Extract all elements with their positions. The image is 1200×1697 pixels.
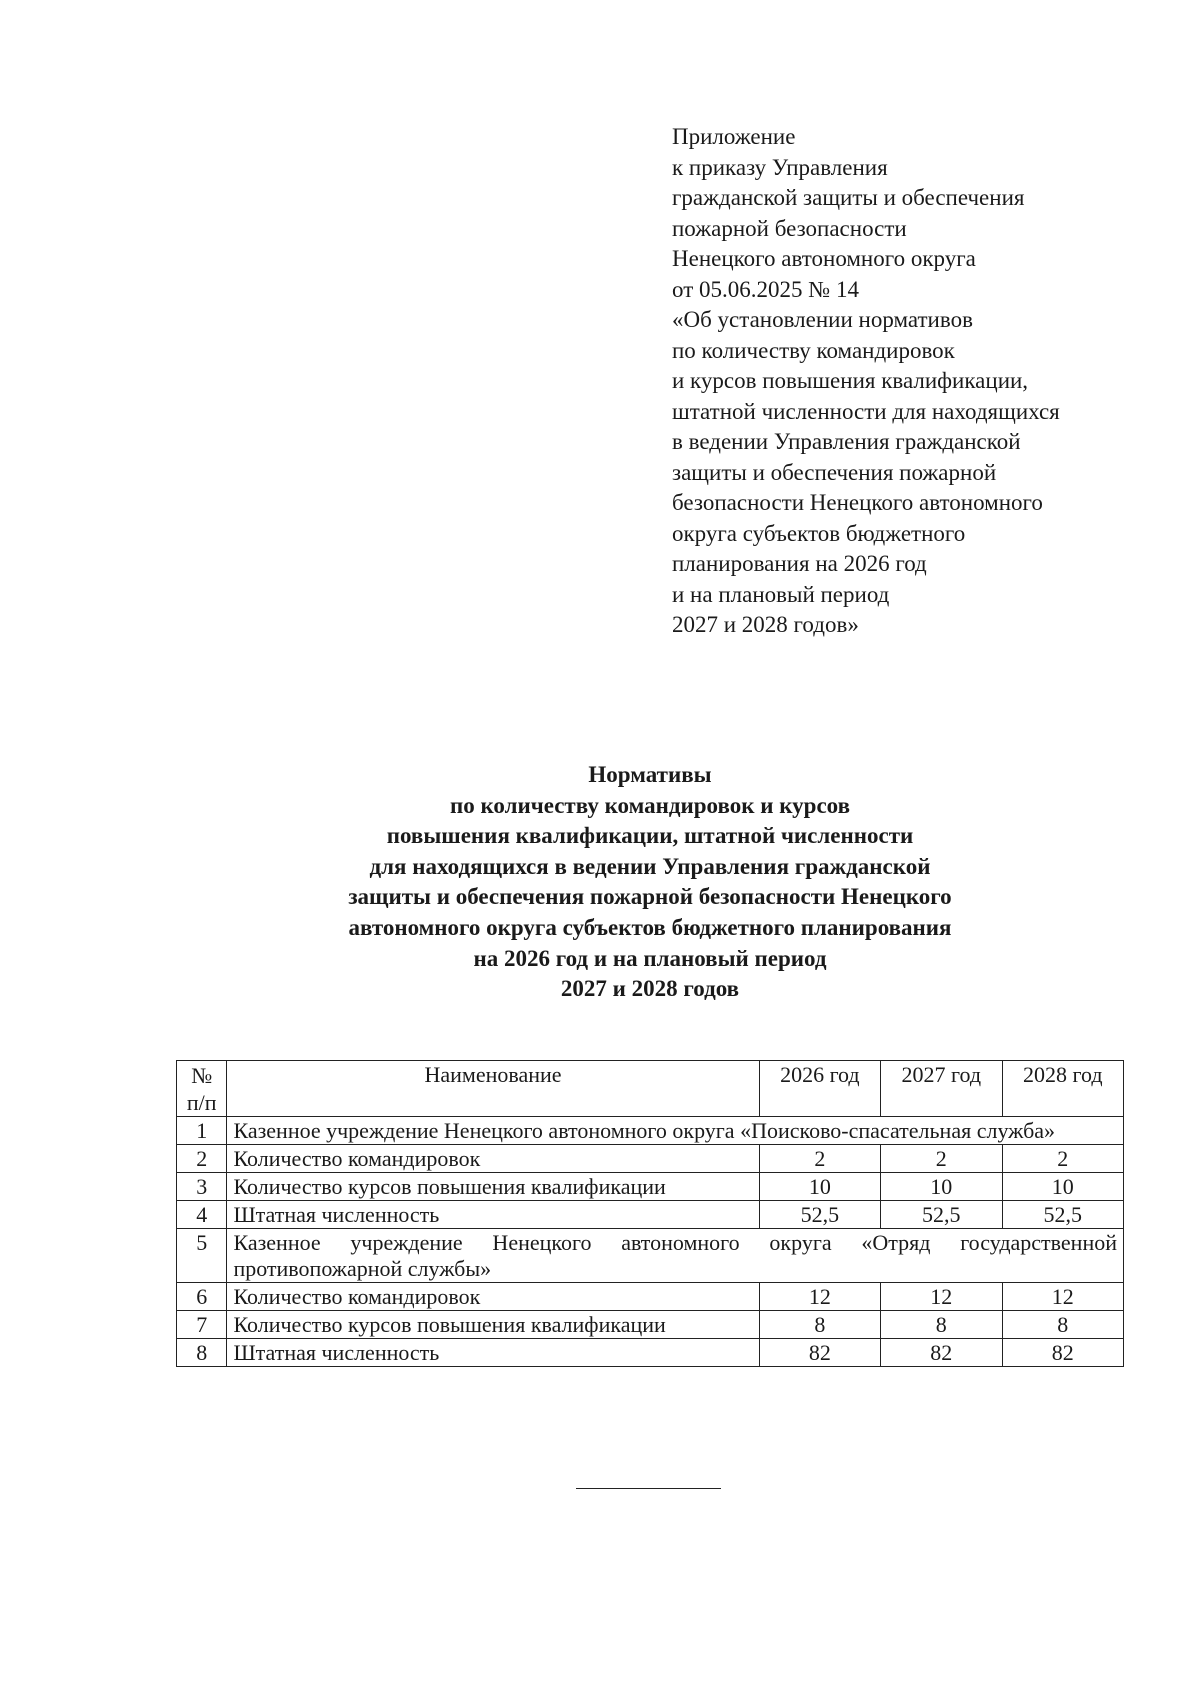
appendix-line: штатной численности для находящихся	[672, 398, 1060, 424]
institution-name: Казенное учреждение Ненецкого автономного округа «Отряд государственной противопожарной службы»	[227, 1229, 1124, 1283]
row-number: 4	[177, 1201, 227, 1229]
appendix-line: гражданской защиты и обеспечения	[672, 185, 1025, 210]
value-2028: 10	[1002, 1173, 1123, 1201]
table-row	[177, 1283, 1124, 1311]
header-number-line1: №	[191, 1063, 213, 1088]
row-name: Количество курсов повышения квалификации	[227, 1173, 759, 1201]
row-name: Количество командировок	[227, 1145, 759, 1173]
value-2026: 8	[759, 1311, 880, 1339]
value-2027: 52,5	[881, 1201, 1002, 1229]
appendix-line: «Об установлении нормативов	[672, 307, 973, 332]
header-name: Наименование	[227, 1061, 759, 1117]
appendix-line: Ненецкого автономного округа	[672, 246, 976, 271]
row-name: Количество командировок	[227, 1283, 759, 1311]
header-2026: 2026 год	[759, 1061, 880, 1117]
header-number-line2: п/п	[186, 1090, 217, 1115]
row-name: Штатная численность	[227, 1201, 759, 1229]
table-row	[177, 1117, 1124, 1145]
value-2028: 12	[1002, 1283, 1123, 1311]
value-2026: 2	[759, 1145, 880, 1173]
title-line: на 2026 год и на плановый период	[473, 945, 827, 971]
appendix-line: и курсов повышения квалификации,	[672, 368, 1029, 393]
appendix-line: планирования на 2026 год	[672, 551, 927, 576]
value-2026: 82	[759, 1339, 880, 1367]
title-line: по количеству командировок и курсов	[449, 792, 851, 818]
title-line: автономного округа субъектов бюджетного планирования	[348, 914, 952, 940]
end-rule-divider	[576, 1488, 721, 1489]
appendix-line: к приказу Управления	[672, 154, 888, 180]
value-2027: 2	[881, 1145, 1002, 1173]
title-line: защиты и обеспечения пожарной безопасности Ненецкого	[348, 884, 952, 910]
value-2027: 10	[881, 1173, 1002, 1201]
title-line: для находящихся в ведении Управления гражданской	[369, 853, 931, 879]
row-number: 6	[177, 1283, 227, 1311]
appendix-line: 2027 и 2028 годов»	[672, 612, 859, 637]
value-2027: 82	[881, 1339, 1002, 1367]
header-number	[177, 1061, 227, 1117]
row-name: Количество курсов повышения квалификации	[227, 1311, 759, 1339]
row-number: 2	[177, 1145, 227, 1173]
value-2027: 8	[881, 1311, 1002, 1339]
appendix-line: от 05.06.2025 № 14	[672, 276, 859, 302]
table-row	[177, 1311, 1124, 1339]
table-row	[177, 1173, 1124, 1201]
title-line: повышения квалификации, штатной численности	[386, 823, 914, 849]
value-2028: 52,5	[1002, 1201, 1123, 1229]
row-number: 7	[177, 1311, 227, 1339]
header-2027: 2027 год	[881, 1061, 1002, 1117]
value-2026: 10	[759, 1173, 880, 1201]
table-row	[177, 1229, 1124, 1283]
appendix-line: Приложение	[672, 124, 796, 149]
value-2028: 8	[1002, 1311, 1123, 1339]
row-name: Штатная численность	[227, 1339, 759, 1367]
table-row	[177, 1201, 1124, 1229]
value-2028: 2	[1002, 1145, 1123, 1173]
document-title	[170, 760, 1130, 1005]
value-2028: 82	[1002, 1339, 1123, 1367]
appendix-line: и на плановый период	[672, 581, 890, 607]
row-number: 8	[177, 1339, 227, 1367]
value-2026: 12	[759, 1283, 880, 1311]
table-row	[177, 1339, 1124, 1367]
row-number: 5	[177, 1229, 227, 1283]
row-number: 1	[177, 1117, 227, 1145]
appendix-line: округа субъектов бюджетного	[672, 520, 966, 546]
value-2026: 52,5	[759, 1201, 880, 1229]
header-2028: 2028 год	[1002, 1061, 1123, 1117]
value-2027: 12	[881, 1283, 1002, 1311]
table-row	[177, 1145, 1124, 1173]
appendix-line: защиты и обеспечения пожарной	[672, 459, 997, 485]
appendix-line: по количеству командировок	[672, 337, 955, 363]
appendix-header	[672, 122, 1172, 641]
norms-table	[176, 1060, 1124, 1367]
title-line: 2027 и 2028 годов	[560, 976, 740, 1002]
row-number: 3	[177, 1173, 227, 1201]
appendix-line: в ведении Управления гражданской	[672, 429, 1021, 454]
table-header-row	[177, 1061, 1124, 1117]
title-line: Нормативы	[588, 762, 712, 787]
appendix-line: безопасности Ненецкого автономного	[672, 490, 1043, 515]
appendix-line: пожарной безопасности	[672, 215, 907, 241]
institution-name: Казенное учреждение Ненецкого автономного округа «Поисково-спасательная служба»	[227, 1117, 1124, 1145]
